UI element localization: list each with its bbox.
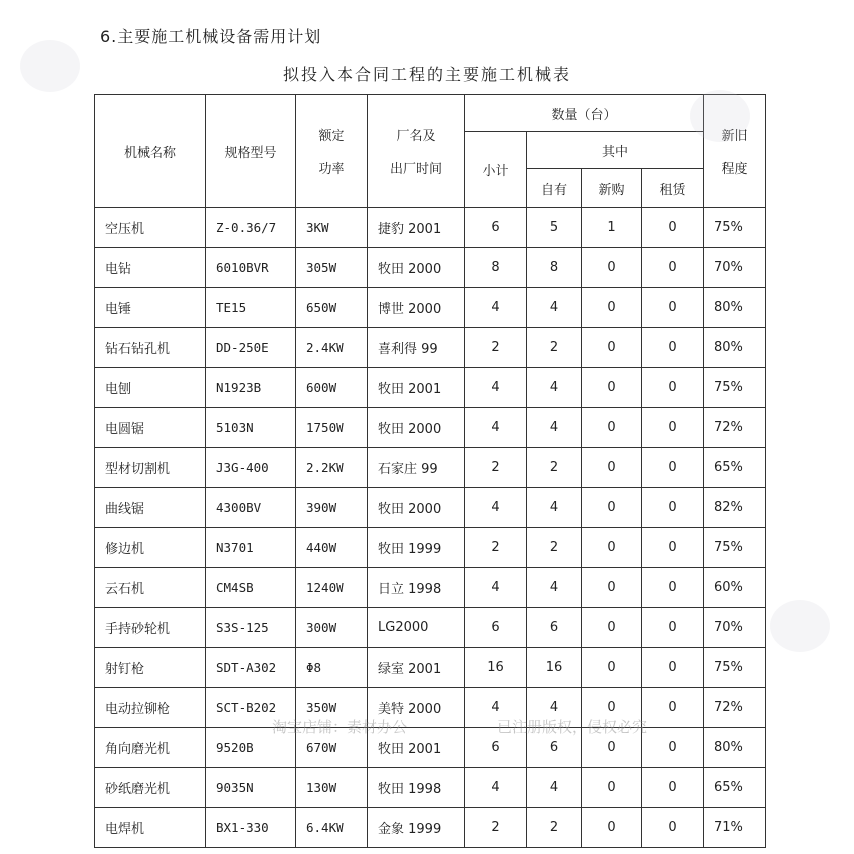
table-row — [95, 688, 766, 728]
cell-power: 440W — [296, 528, 368, 568]
cell-power: Φ8 — [296, 648, 368, 688]
cell-own: 16 — [527, 648, 582, 688]
cell-own: 4 — [527, 488, 582, 528]
cell-name: 电刨 — [95, 368, 206, 408]
cell-power: 650W — [296, 288, 368, 328]
table-row — [95, 608, 766, 648]
cell-rent: 0 — [642, 608, 704, 648]
header-maker-line2: 出厂时间 — [389, 162, 442, 177]
cell-rent: 0 — [642, 688, 704, 728]
header-condition — [704, 95, 766, 208]
table-row — [95, 408, 766, 448]
header-model: 规格型号 — [206, 95, 296, 208]
cell-maker: 博世 2000 — [368, 288, 465, 328]
cell-cond: 75% — [704, 528, 766, 568]
cell-maker: 牧田 2001 — [368, 728, 465, 768]
cell-rent: 0 — [642, 368, 704, 408]
cell-rent: 0 — [642, 328, 704, 368]
cell-power: 6.4KW — [296, 808, 368, 848]
cell-new: 0 — [582, 328, 642, 368]
cell-power: 2.4KW — [296, 328, 368, 368]
cell-model: 4300BV — [206, 488, 296, 528]
cell-rent: 0 — [642, 208, 704, 248]
cell-rent: 0 — [642, 648, 704, 688]
cell-new: 0 — [582, 768, 642, 808]
cell-subtotal: 4 — [465, 768, 527, 808]
cell-rent: 0 — [642, 488, 704, 528]
cell-subtotal: 8 — [465, 248, 527, 288]
cell-subtotal: 2 — [465, 808, 527, 848]
table-row — [95, 328, 766, 368]
cell-name: 电焊机 — [95, 808, 206, 848]
cell-cond: 75% — [704, 208, 766, 248]
cell-name: 电动拉铆枪 — [95, 688, 206, 728]
cell-model: SDT-A302 — [206, 648, 296, 688]
cell-new: 0 — [582, 688, 642, 728]
cell-new: 0 — [582, 808, 642, 848]
cell-own: 2 — [527, 808, 582, 848]
cell-cond: 72% — [704, 688, 766, 728]
table-row — [95, 528, 766, 568]
cell-power: 130W — [296, 768, 368, 808]
cell-own: 2 — [527, 528, 582, 568]
cell-maker: 捷豹 2001 — [368, 208, 465, 248]
header-subtotal: 小计 — [465, 132, 527, 208]
cell-new: 0 — [582, 528, 642, 568]
cell-rent: 0 — [642, 408, 704, 448]
cell-subtotal: 4 — [465, 368, 527, 408]
cell-name: 电锤 — [95, 288, 206, 328]
cell-maker: 牧田 1999 — [368, 528, 465, 568]
cell-name: 射钉枪 — [95, 648, 206, 688]
cell-power: 390W — [296, 488, 368, 528]
cell-own: 2 — [527, 448, 582, 488]
cell-subtotal: 6 — [465, 608, 527, 648]
cell-new: 0 — [582, 608, 642, 648]
cell-model: J3G-400 — [206, 448, 296, 488]
cell-model: S3S-125 — [206, 608, 296, 648]
cell-model: DD-250E — [206, 328, 296, 368]
cell-name: 空压机 — [95, 208, 206, 248]
table-row — [95, 288, 766, 328]
cell-maker: 牧田 2000 — [368, 488, 465, 528]
cell-subtotal: 4 — [465, 568, 527, 608]
cell-name: 修边机 — [95, 528, 206, 568]
header-among: 其中 — [527, 132, 704, 169]
cell-subtotal: 4 — [465, 288, 527, 328]
cell-cond: 82% — [704, 488, 766, 528]
cell-maker: 牧田 2001 — [368, 368, 465, 408]
table-row — [95, 248, 766, 288]
cell-model: SCT-B202 — [206, 688, 296, 728]
cell-cond: 72% — [704, 408, 766, 448]
header-condition-line1: 新旧 — [721, 129, 748, 144]
cell-model: 5103N — [206, 408, 296, 448]
cell-subtotal: 2 — [465, 328, 527, 368]
cell-cond: 60% — [704, 568, 766, 608]
cell-new: 0 — [582, 288, 642, 328]
cell-new: 0 — [582, 408, 642, 448]
header-name: 机械名称 — [95, 95, 206, 208]
cell-cond: 80% — [704, 728, 766, 768]
table-row — [95, 768, 766, 808]
header-row-1 — [95, 95, 766, 132]
header-qty: 数量（台） — [465, 95, 704, 132]
cell-maker: 美特 2000 — [368, 688, 465, 728]
cell-subtotal: 4 — [465, 688, 527, 728]
section-title: 6.主要施工机械设备需用计划 — [100, 27, 322, 46]
table-row — [95, 448, 766, 488]
cell-subtotal: 2 — [465, 528, 527, 568]
cell-own: 2 — [527, 328, 582, 368]
cell-maker: 石家庄 99 — [368, 448, 465, 488]
cell-name: 手持砂轮机 — [95, 608, 206, 648]
cell-new: 0 — [582, 728, 642, 768]
cell-subtotal: 16 — [465, 648, 527, 688]
header-new: 新购 — [582, 169, 642, 208]
cell-power: 1750W — [296, 408, 368, 448]
table-body — [95, 208, 766, 848]
cell-model: 9035N — [206, 768, 296, 808]
cell-new: 0 — [582, 368, 642, 408]
cell-subtotal: 2 — [465, 448, 527, 488]
cell-name: 电圆锯 — [95, 408, 206, 448]
cell-rent: 0 — [642, 248, 704, 288]
table-row — [95, 568, 766, 608]
cell-name: 型材切割机 — [95, 448, 206, 488]
table-row — [95, 728, 766, 768]
watermark-rights: 已注册版权，侵权必究 — [497, 718, 648, 736]
cell-name: 电钻 — [95, 248, 206, 288]
table-row — [95, 208, 766, 248]
cell-name: 曲线锯 — [95, 488, 206, 528]
cell-maker: 牧田 2000 — [368, 248, 465, 288]
cell-maker: LG2000 — [368, 608, 465, 648]
header-power — [296, 95, 368, 208]
cell-own: 4 — [527, 768, 582, 808]
table-row — [95, 648, 766, 688]
cell-rent: 0 — [642, 808, 704, 848]
cell-subtotal: 6 — [465, 208, 527, 248]
cell-cond: 70% — [704, 608, 766, 648]
cell-maker: 日立 1998 — [368, 568, 465, 608]
header-maker — [368, 95, 465, 208]
cell-rent: 0 — [642, 768, 704, 808]
header-power-line1: 额定 — [318, 129, 345, 144]
cell-model: CM4SB — [206, 568, 296, 608]
cell-maker: 牧田 1998 — [368, 768, 465, 808]
cell-name: 云石机 — [95, 568, 206, 608]
cell-model: BX1-330 — [206, 808, 296, 848]
cell-new: 0 — [582, 568, 642, 608]
cell-model: 9520B — [206, 728, 296, 768]
cell-own: 8 — [527, 248, 582, 288]
cell-subtotal: 4 — [465, 408, 527, 448]
cell-rent: 0 — [642, 288, 704, 328]
table-row — [95, 808, 766, 848]
cell-model: 6010BVR — [206, 248, 296, 288]
cell-own: 6 — [527, 728, 582, 768]
cell-subtotal: 6 — [465, 728, 527, 768]
watermark-shop: 淘宝店铺：素材办公 — [272, 718, 408, 736]
cell-new: 0 — [582, 488, 642, 528]
cell-power: 350W — [296, 688, 368, 728]
table-row — [95, 368, 766, 408]
cell-name: 砂纸磨光机 — [95, 768, 206, 808]
cell-own: 4 — [527, 568, 582, 608]
cell-rent: 0 — [642, 448, 704, 488]
cell-rent: 0 — [642, 568, 704, 608]
cell-new: 0 — [582, 448, 642, 488]
cell-name: 角向磨光机 — [95, 728, 206, 768]
cell-model: Z-0.36/7 — [206, 208, 296, 248]
cell-power: 2.2KW — [296, 448, 368, 488]
cell-cond: 80% — [704, 328, 766, 368]
cell-new: 1 — [582, 208, 642, 248]
cell-power: 300W — [296, 608, 368, 648]
cell-cond: 70% — [704, 248, 766, 288]
cell-model: TE15 — [206, 288, 296, 328]
cell-power: 670W — [296, 728, 368, 768]
cell-cond: 80% — [704, 288, 766, 328]
cell-own: 5 — [527, 208, 582, 248]
cell-own: 6 — [527, 608, 582, 648]
cell-model: N3701 — [206, 528, 296, 568]
cell-power: 1240W — [296, 568, 368, 608]
table-row — [95, 488, 766, 528]
header-power-line2: 功率 — [318, 162, 345, 177]
elephant-watermark-icon — [770, 600, 830, 652]
cell-own: 4 — [527, 288, 582, 328]
cell-maker: 牧田 2000 — [368, 408, 465, 448]
cell-power: 3KW — [296, 208, 368, 248]
cell-maker: 喜利得 99 — [368, 328, 465, 368]
cell-power: 305W — [296, 248, 368, 288]
cell-rent: 0 — [642, 728, 704, 768]
header-own: 自有 — [527, 169, 582, 208]
cell-own: 4 — [527, 368, 582, 408]
cell-maker: 绿室 2001 — [368, 648, 465, 688]
cell-cond: 75% — [704, 368, 766, 408]
machinery-table — [94, 94, 766, 848]
cell-cond: 65% — [704, 448, 766, 488]
cell-subtotal: 4 — [465, 488, 527, 528]
cell-new: 0 — [582, 248, 642, 288]
cell-own: 4 — [527, 688, 582, 728]
cell-maker: 金象 1999 — [368, 808, 465, 848]
header-maker-line1: 厂名及 — [396, 129, 436, 144]
cell-cond: 71% — [704, 808, 766, 848]
cell-cond: 65% — [704, 768, 766, 808]
header-rent: 租赁 — [642, 169, 704, 208]
header-condition-line2: 程度 — [721, 162, 748, 177]
table-title: 拟投入本合同工程的主要施工机械表 — [282, 65, 571, 84]
cell-model: N1923B — [206, 368, 296, 408]
cell-own: 4 — [527, 408, 582, 448]
cell-name: 钻石钻孔机 — [95, 328, 206, 368]
cell-cond: 75% — [704, 648, 766, 688]
cell-rent: 0 — [642, 528, 704, 568]
cell-power: 600W — [296, 368, 368, 408]
cell-new: 0 — [582, 648, 642, 688]
